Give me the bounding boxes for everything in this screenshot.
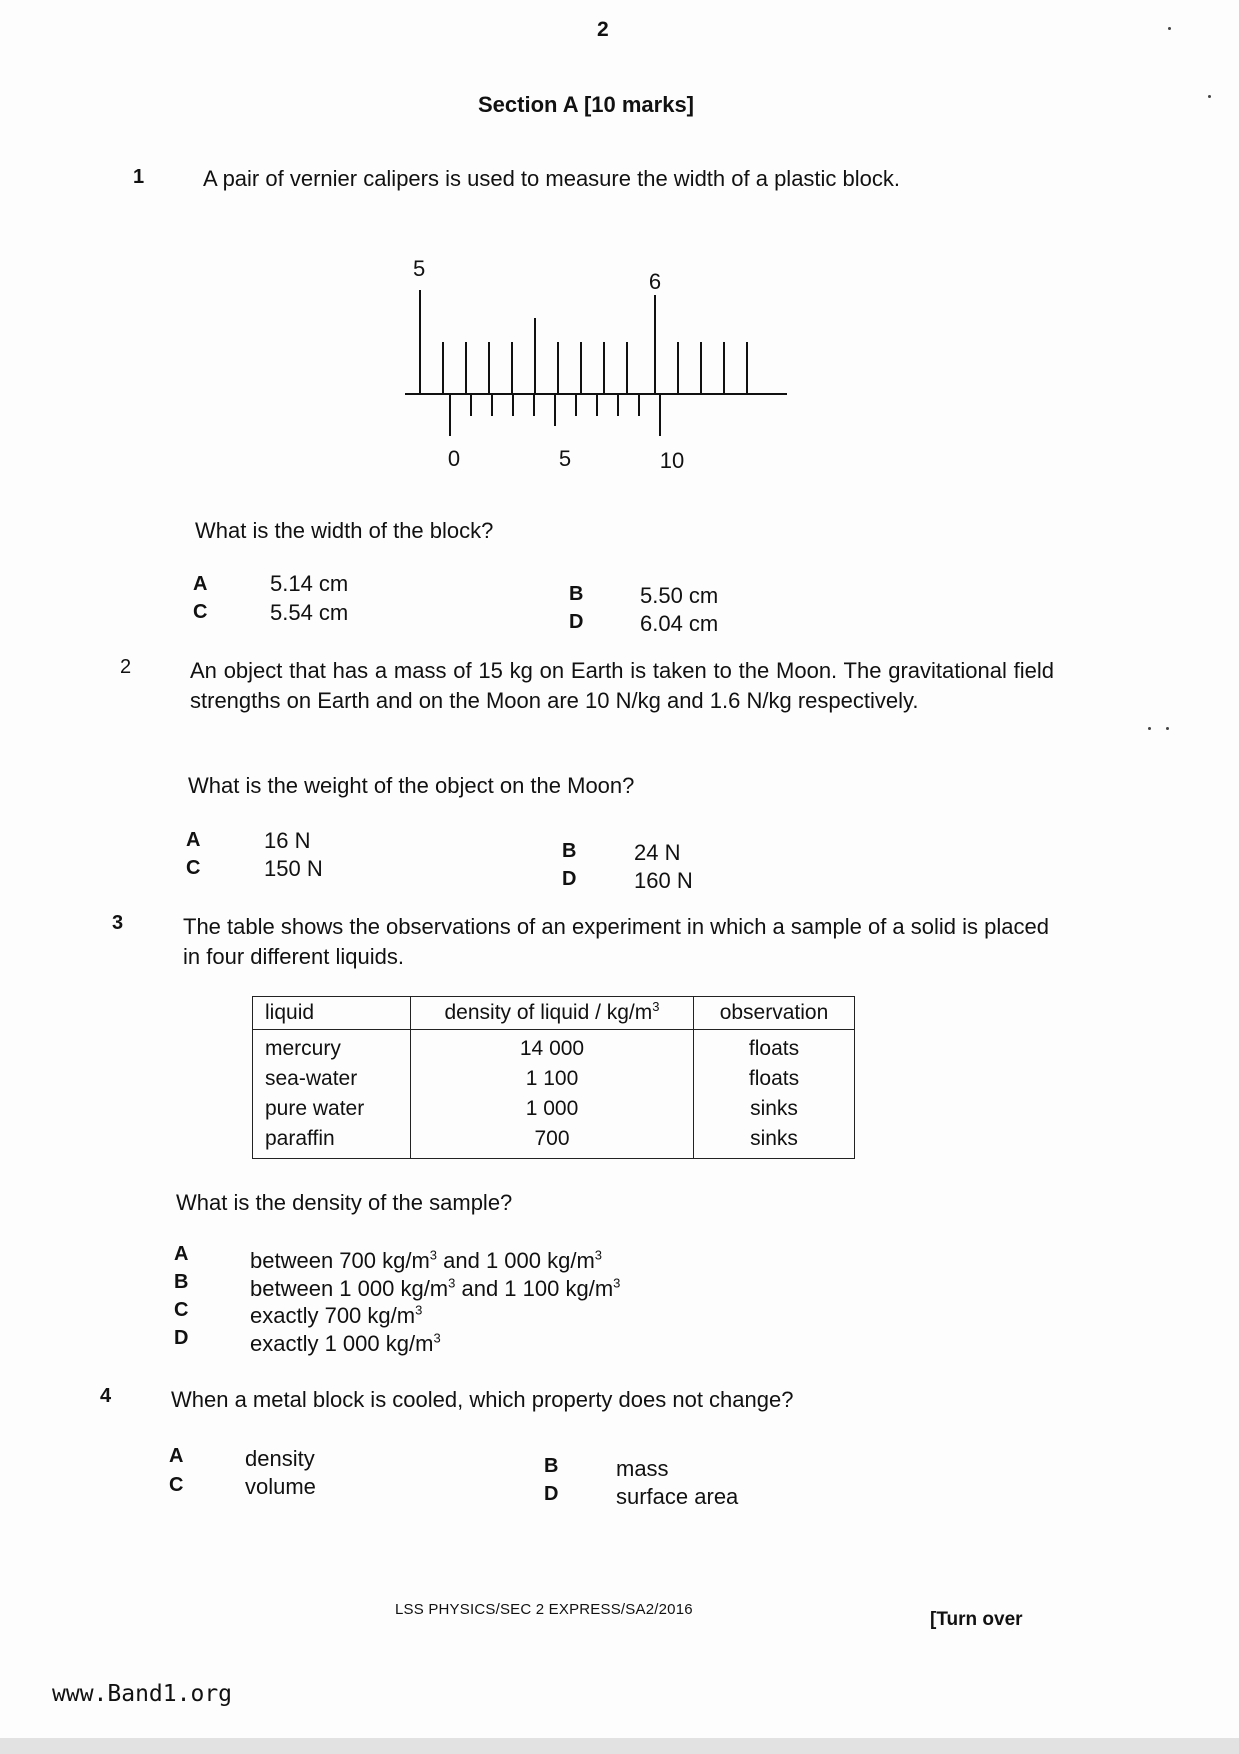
option-letter: D <box>544 1483 559 1505</box>
header-density: density of liquid / $kg/m^3$ <box>411 997 694 1030</box>
option-text: 5.50 cm <box>640 583 719 608</box>
table-row <box>253 1030 855 1159</box>
scan-bottom-edge <box>0 1738 1239 1754</box>
observation-cell: sinks <box>750 1097 798 1120</box>
question-2-number: 2 <box>120 656 132 678</box>
option-letter: A <box>186 829 201 851</box>
footer-paper-code: LSS PHYSICS/SEC 2 EXPRESS/SA2/2016 <box>395 1601 693 1618</box>
option-text: mass <box>616 1456 669 1481</box>
vernier-scale-label: 5 <box>558 446 572 471</box>
option-letter: B <box>569 583 584 605</box>
header-observation: observation <box>694 997 855 1030</box>
scan-speck <box>1148 727 1151 730</box>
question-1-text: A pair of vernier calipers is used to measure the width of a plastic block. <box>203 166 901 191</box>
option-letter: A <box>169 1445 184 1467</box>
density-cell: 700 <box>534 1127 570 1150</box>
question-1-number: 1 <box>133 166 145 188</box>
observation-cell: floats <box>748 1037 800 1060</box>
option-text: exactly 1 000 $kg/m^3$ <box>250 1330 441 1356</box>
density-cell: 14 000 <box>519 1037 585 1060</box>
vernier-scale-label: 0 <box>447 446 461 471</box>
option-letter: A <box>193 573 208 595</box>
page-number: 2 <box>597 18 609 41</box>
option-letter: B <box>562 840 577 862</box>
option-text: 160 N <box>634 868 693 893</box>
scan-speck <box>1166 727 1169 730</box>
option-letter: D <box>174 1327 189 1349</box>
option-text: 5.54 cm <box>270 600 349 625</box>
vernier-caliper-figure <box>395 250 795 475</box>
option-text: 150 N <box>264 856 323 881</box>
liquid-cell: paraffin <box>265 1127 335 1150</box>
option-letter: D <box>562 868 577 890</box>
option-letter: C <box>174 1299 189 1321</box>
main-scale-label: 5 <box>413 256 426 281</box>
question-2-text: An object that has a mass of 15 kg on Earth is taken to the Moon. The gravitational field strengths on Earth and on the Moon are 10 N/kg and 1.6 N/kg respectively. <box>190 658 1054 713</box>
option-letter: C <box>169 1474 184 1496</box>
option-text: surface area <box>616 1484 739 1509</box>
option-letter: C <box>193 601 208 623</box>
option-letter: B <box>174 1271 189 1293</box>
question-3-number: 3 <box>112 912 124 934</box>
question-3-text: The table shows the observations of an experiment in which a sample of a solid is placed in four different liquids. <box>183 914 1049 969</box>
question-3-prompt: What is the density of the sample? <box>176 1190 513 1215</box>
option-text: 16 N <box>264 828 311 853</box>
vernier-scale-label: 10 <box>659 448 685 473</box>
observation-cell: sinks <box>750 1127 798 1150</box>
liquid-cell: mercury <box>265 1037 341 1060</box>
option-text: exactly 700 $kg/m^3$ <box>250 1302 423 1328</box>
liquid-cell: sea-water <box>265 1067 358 1090</box>
observation-column <box>694 1030 855 1159</box>
liquid-column <box>253 1030 411 1159</box>
density-cell: 1 100 <box>525 1067 579 1090</box>
option-text: 5.14 cm <box>270 571 349 596</box>
table-header-row <box>253 997 855 1030</box>
question-2-prompt: What is the weight of the object on the Moon? <box>188 773 635 798</box>
option-text: 6.04 cm <box>640 611 719 636</box>
turn-over-note: [Turn over <box>930 1609 1023 1630</box>
observation-cell: floats <box>748 1067 800 1090</box>
option-text: 24 N <box>634 840 681 865</box>
scan-speck <box>1168 27 1171 30</box>
main-scale-label: 6 <box>648 269 662 294</box>
section-title: Section A [10 marks] <box>478 92 695 117</box>
density-column <box>411 1030 694 1159</box>
option-letter: A <box>174 1243 189 1265</box>
question-1-prompt: What is the width of the block? <box>195 518 494 543</box>
scan-speck <box>1208 95 1211 98</box>
density-cell: 1 000 <box>525 1097 579 1120</box>
option-letter: C <box>186 857 201 879</box>
option-letter: D <box>569 611 584 633</box>
option-letter: B <box>544 1455 559 1477</box>
liquid-cell: pure water <box>265 1097 365 1120</box>
question-4-number: 4 <box>100 1385 112 1407</box>
header-liquid: liquid <box>253 997 411 1030</box>
question-4-text: When a metal block is cooled, which property does not change? <box>171 1387 794 1412</box>
observation-table <box>252 996 855 1159</box>
option-text: volume <box>245 1474 316 1499</box>
option-text: density <box>245 1446 315 1471</box>
option-text: between 700 $kg/m^3$ and 1 000 $kg/m^3$ <box>250 1247 603 1273</box>
watermark-text: www.Band1.org <box>52 1681 233 1707</box>
option-text: between 1 000 $kg/m^3$ and 1 100 $kg/m^3$ <box>250 1275 621 1301</box>
